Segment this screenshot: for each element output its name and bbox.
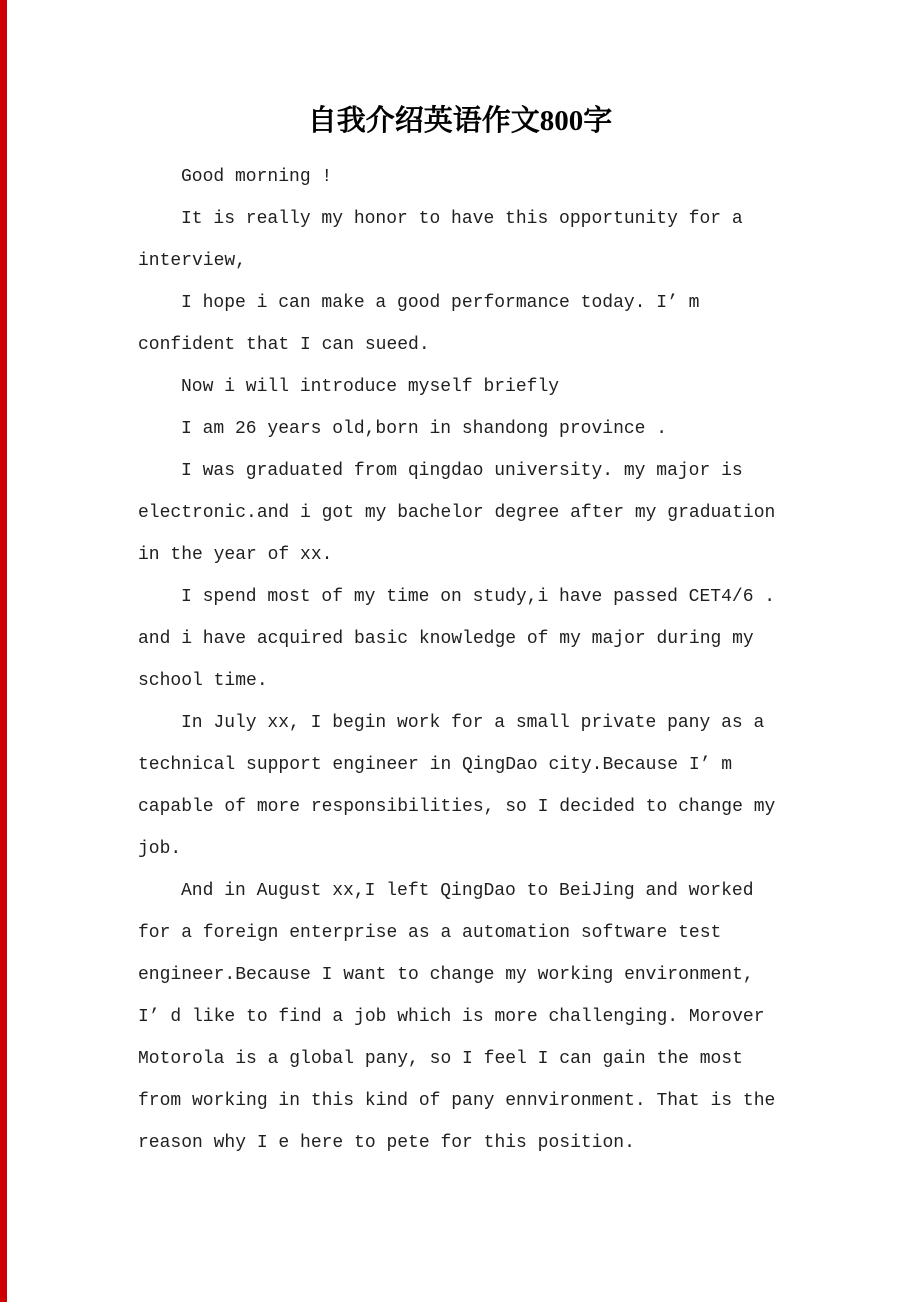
- document-title: 自我介绍英语作文800字: [307, 105, 613, 137]
- document-body: [138, 156, 838, 1164]
- text-line: in the year of xx.: [138, 545, 333, 565]
- text-line: Good morning !: [181, 167, 333, 187]
- text-line: I’ d like to find a job which is more challenging. Morover: [138, 1007, 765, 1027]
- text-line: engineer.Because I want to change my working environment,: [138, 965, 754, 985]
- text-line: school time.: [138, 671, 268, 691]
- text-line: technical support engineer in QingDao city.Because I’ m: [138, 755, 733, 775]
- text-line: for a foreign enterprise as a automation software test: [138, 923, 722, 943]
- text-line: Motorola is a global pany, so I feel I can gain the most: [138, 1049, 743, 1069]
- text-line: capable of more responsibilities, so I decided to change my: [138, 797, 776, 817]
- text-line: and i have acquired basic knowledge of my major during my: [138, 629, 754, 649]
- text-line: electronic.and i got my bachelor degree after my graduation: [138, 503, 776, 523]
- text-line: job.: [138, 839, 182, 859]
- text-line: interview,: [138, 251, 247, 271]
- text-line: I was graduated from qingdao university. my major is: [181, 461, 743, 481]
- text-line: In July xx, I begin work for a small private pany as a: [181, 713, 765, 733]
- text-line: It is really my honor to have this opportunity for a: [181, 209, 743, 229]
- text-line: I spend most of my time on study,i have passed CET4/6 .: [181, 587, 776, 607]
- text-line: I hope i can make a good performance today. I’ m: [181, 293, 700, 313]
- text-line: And in August xx,I left QingDao to BeiJing and worked: [181, 881, 754, 901]
- left-accent-bar: [0, 0, 7, 1302]
- text-line: I am 26 years old,born in shandong province .: [181, 419, 668, 439]
- text-line: confident that I can sueed.: [138, 335, 430, 355]
- text-line: reason why I e here to pete for this position.: [138, 1133, 635, 1153]
- text-line: Now i will introduce myself briefly: [181, 377, 560, 397]
- text-line: from working in this kind of pany ennvironment. That is the: [138, 1091, 776, 1111]
